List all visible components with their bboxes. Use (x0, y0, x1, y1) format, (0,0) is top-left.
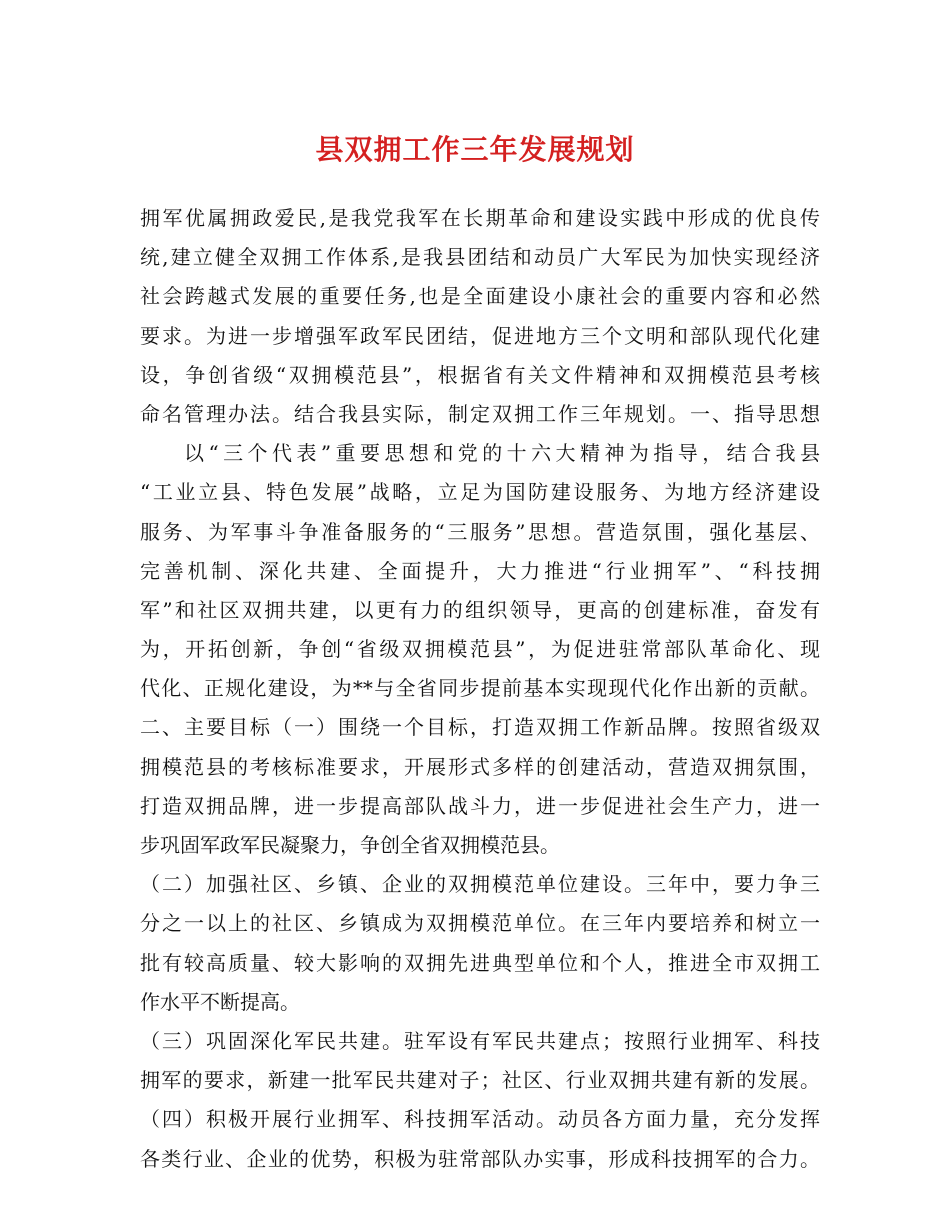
text-line: 为，开拓创新，争创“省级双拥模范县”，为促进驻常部队革命化、现 (140, 637, 820, 662)
text-line: 设，争创省级“双拥模范县”，根据省有关文件精神和双拥模范县考核 (140, 362, 820, 387)
text-line: 二、主要目标（一）围绕一个目标，打造双拥工作新品牌。按照省级双 (140, 715, 820, 740)
text-line: 要求。为进一步增强军政军民团结，促进地方三个文明和部队现代化建 (140, 323, 820, 348)
text-line: 拥军优属拥政爱民,是我党我军在长期革命和建设实践中形成的优良传 (140, 206, 820, 230)
text-line: 步巩固军政军民凝聚力，争创全省双拥模范县。 (140, 833, 560, 857)
text-line: （四）积极开展行业拥军、科技拥军活动。动员各方面力量，充分发挥 (140, 1107, 820, 1132)
text-line: 军”和社区双拥共建，以更有力的组织领导，更高的创建标准，奋发有 (140, 597, 820, 622)
text-line: 分之一以上的社区、乡镇成为双拥模范单位。在三年内要培养和树立一 (140, 911, 820, 936)
text-line: （二）加强社区、乡镇、企业的双拥模范单位建设。三年中，要力争三 (140, 872, 820, 897)
text-line: 拥军的要求，新建一批军民共建对子；社区、行业双拥共建有新的发展。 (140, 1068, 820, 1093)
text-line: （三）巩固深化军民共建。驻军设有军民共建点；按照行业拥军、科技 (140, 1028, 820, 1053)
text-line: 命名管理办法。结合我县实际，制定双拥工作三年规划。一、指导思想 (140, 401, 820, 426)
text-line: 各类行业、企业的优势，积极为驻常部队办实事，形成科技拥军的合力。 (140, 1146, 820, 1171)
document-body (140, 199, 820, 1179)
text-line: 拥模范县的考核标准要求，开展形式多样的创建活动，营造双拥氛围， (140, 754, 820, 779)
text-line: 批有较高质量、较大影响的双拥先进典型单位和个人，推进全市双拥工 (140, 950, 820, 975)
text-line: “工业立县、特色发展”战略，立足为国防建设服务、为地方经济建设 (140, 480, 820, 505)
text-line: 完善机制、深化共建、全面提升，大力推进“行业拥军”、“科技拥 (140, 558, 820, 583)
text-line: 服务、为军事斗争准备服务的“三服务”思想。营造氛围，强化基层、 (140, 519, 820, 544)
document-title: 县双拥工作三年发展规划 (315, 133, 635, 166)
text-line: 作水平不断提高。 (140, 989, 300, 1014)
text-line: 社会跨越式发展的重要任务,也是全面建设小康社会的重要内容和必然 (140, 284, 820, 309)
text-line: 统,建立健全双拥工作体系,是我县团结和动员广大军民为加快实现经济 (140, 245, 820, 270)
text-line: 代化、正规化建设，为**与全省同步提前基本实现现代化作出新的贡献。 (140, 676, 820, 701)
text-line: 打造双拥品牌，进一步提高部队战斗力，进一步促进社会生产力，进一 (140, 793, 820, 818)
text-line: 以“三个代表”重要思想和党的十六大精神为指导，结合我县 (184, 441, 820, 466)
